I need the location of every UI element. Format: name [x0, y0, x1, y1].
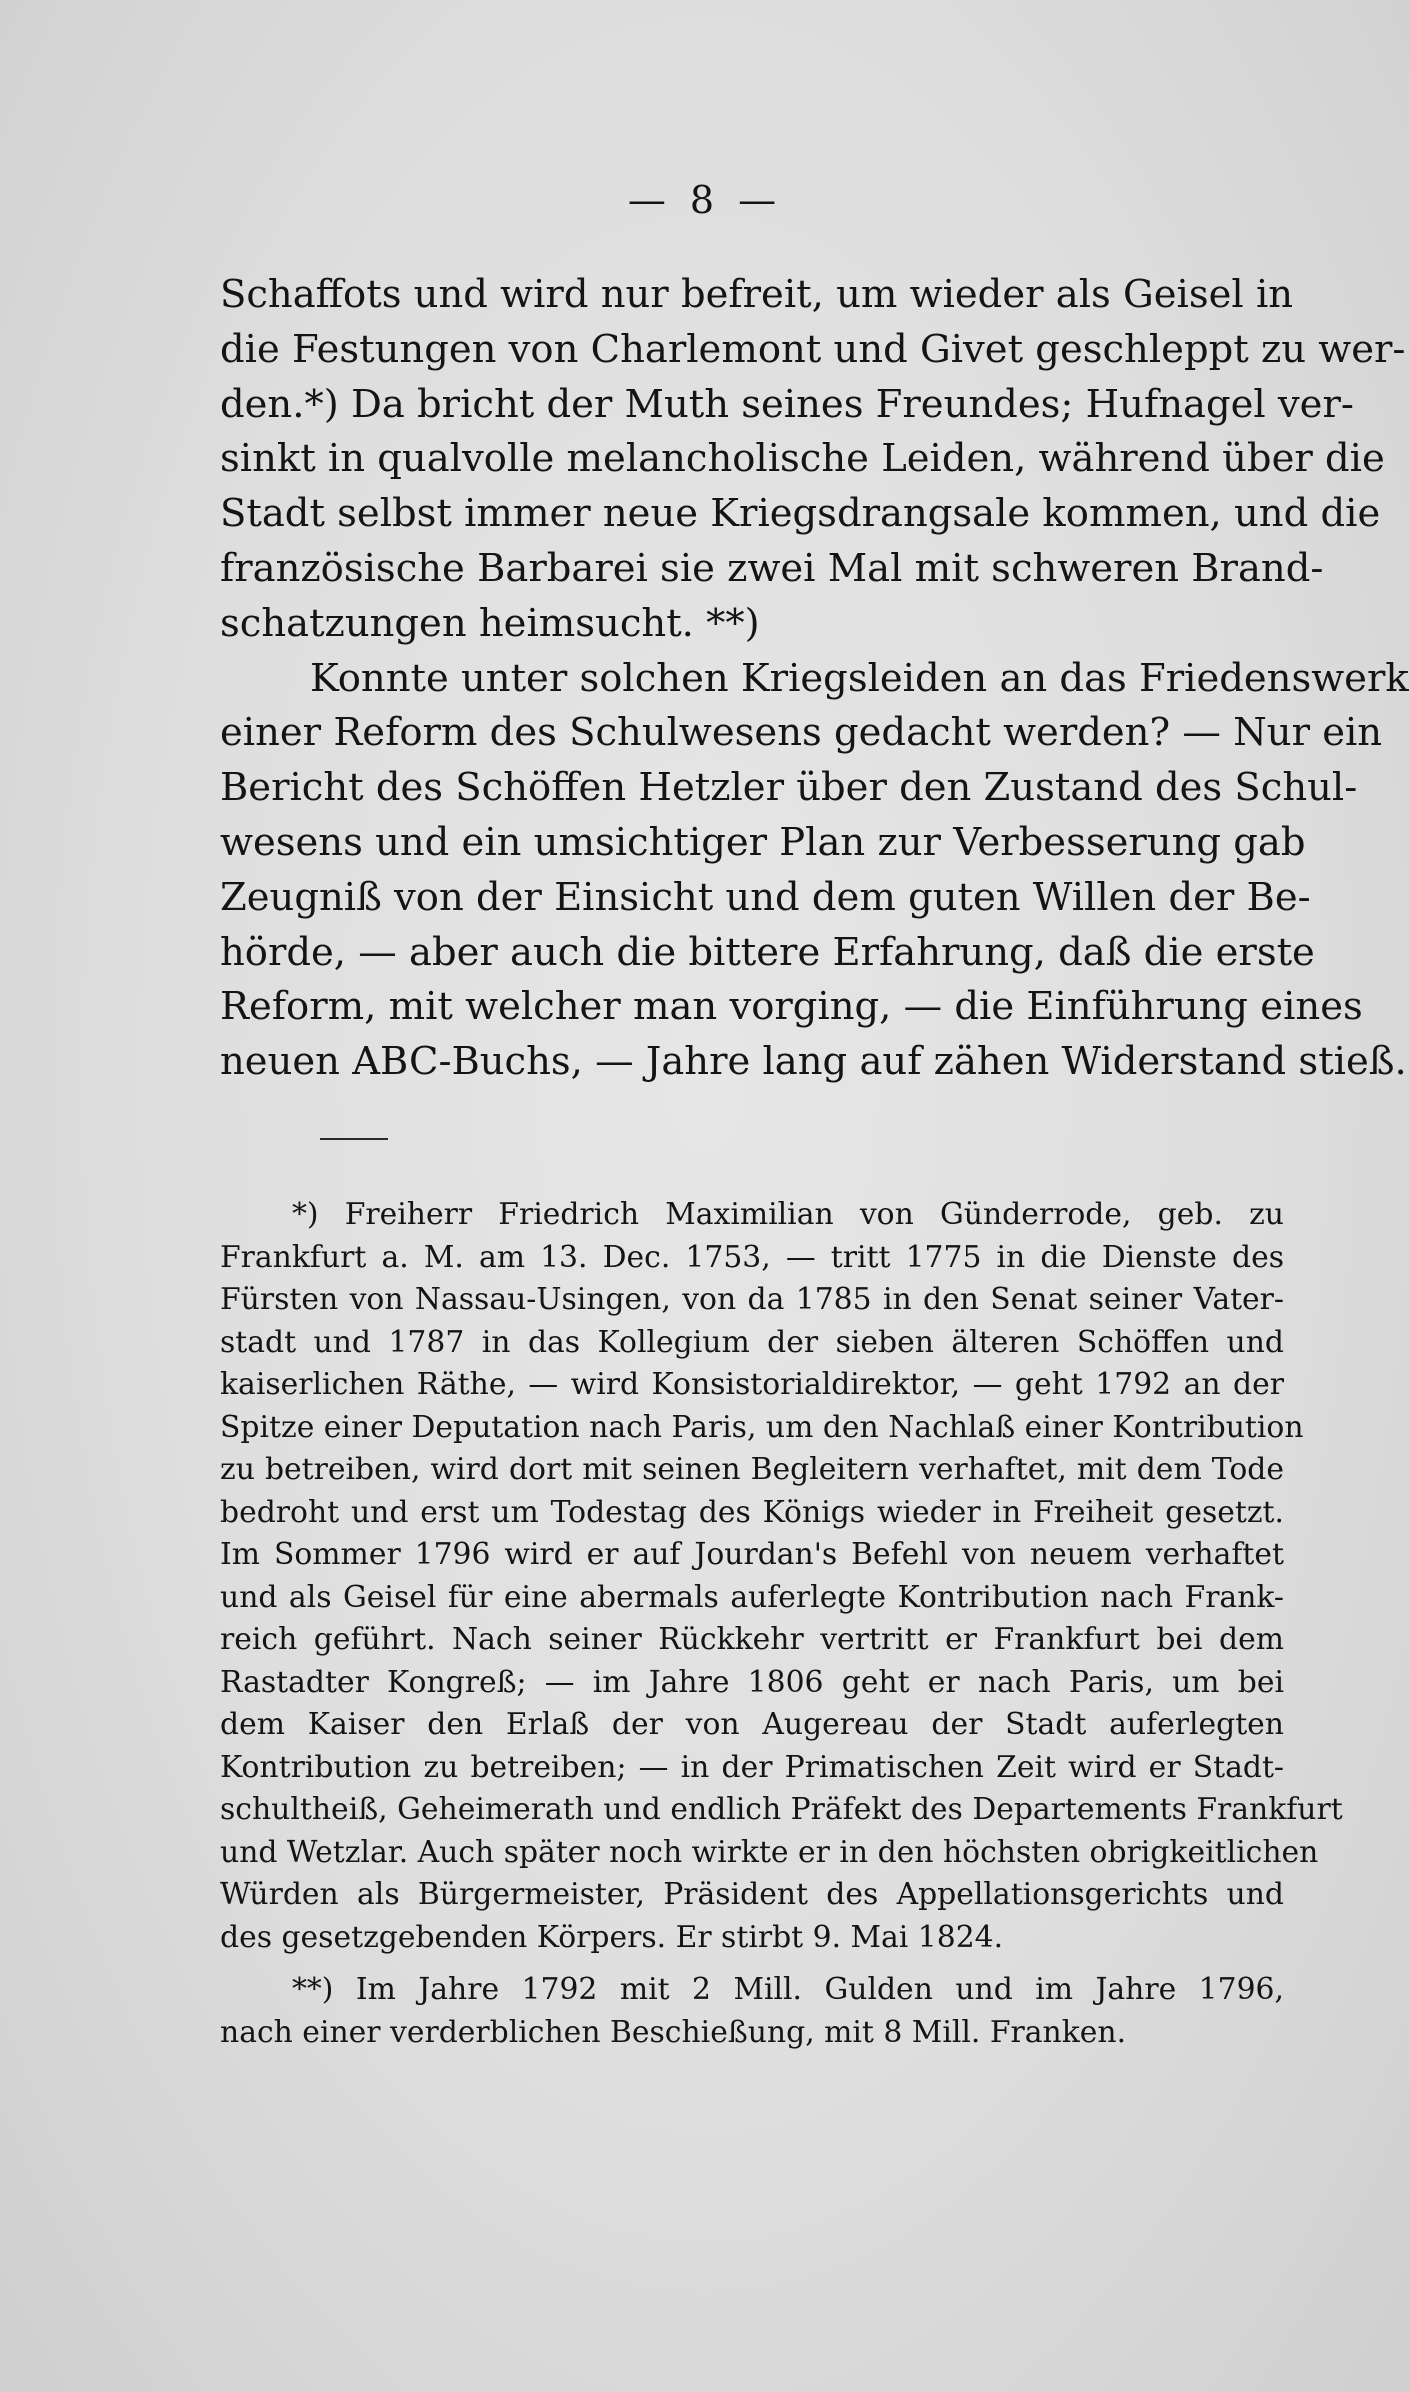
- footnote-line: *) Freiherr Friedrich Maximilian von Günderrode, geb. zu: [292, 1197, 1284, 1232]
- footnote-line: Würden als Bürgermeister, Präsident des Appellationsgerichts und: [220, 1877, 1284, 1912]
- footnote-line: kaiserlichen Räthe, — wird Konsistorialdirektor, — geht 1792 an der: [220, 1367, 1284, 1402]
- footnote-line: und Wetzlar. Auch später noch wirkte er in den höchsten obrigkeitlichen: [220, 1834, 1319, 1870]
- footnote-line: und als Geisel für eine abermals auferlegte Kontribution nach Frank-: [220, 1579, 1284, 1615]
- footnote-line: Frankfurt a. M. am 13. Dec. 1753, — tritt 1775 in die Dienste des: [220, 1239, 1284, 1275]
- footnote-line: des gesetzgebenden Körpers. Er stirbt 9. Mai 1824.: [220, 1919, 1004, 1955]
- footnote-line: **) Im Jahre 1792 mit 2 Mill. Gulden und im Jahre 1796,: [292, 1972, 1284, 2007]
- body-line: neuen ABC-Buchs, — Jahre lang auf zähen Widerstand stieß.: [220, 1039, 1407, 1085]
- footnote-line: dem Kaiser den Erlaß der von Augereau der Stadt auferlegten: [220, 1707, 1284, 1742]
- footnote-line: Spitze einer Deputation nach Paris, um den Nachlaß einer Kontribution: [220, 1409, 1304, 1445]
- footnote-divider: [320, 1138, 388, 1140]
- footnote-line: Fürsten von Nassau-Usingen, von da 1785 in den Senat seiner Vater-: [220, 1282, 1284, 1317]
- body-line: hörde, — aber auch die bittere Erfahrung, daß die erste: [220, 929, 1315, 975]
- body-line: Schaffots und wird nur befreit, um wieder als Geisel in: [220, 272, 1294, 317]
- body-line: Konnte unter solchen Kriegsleiden an das Friedenswerk: [310, 655, 1409, 701]
- footnotes: [220, 1194, 1343, 2054]
- footnote-line: stadt und 1787 in das Kollegium der sieben älteren Schöffen und: [220, 1324, 1284, 1360]
- footnote-line: schultheiß, Geheimerath und endlich Präfekt des Departements Frankfurt: [220, 1792, 1343, 1827]
- body-line: die Festungen von Charlemont und Givet geschleppt zu wer-: [220, 326, 1406, 372]
- page-number: — 8 —: [627, 178, 783, 222]
- footnote-line: bedroht und erst um Todestag des Königs wieder in Freiheit gesetzt.: [220, 1494, 1284, 1530]
- body-line: wesens und ein umsichtiger Plan zur Verbesserung gab: [220, 819, 1306, 865]
- body-line: schatzungen heimsucht. **): [220, 600, 760, 646]
- footnote-line: Kontribution zu betreiben; — in der Primatischen Zeit wird er Stadt-: [220, 1749, 1284, 1785]
- body-line: Reform, mit welcher man vorging, — die Einführung eines: [220, 984, 1363, 1030]
- body-line: französische Barbarei sie zwei Mal mit schweren Brand-: [220, 545, 1324, 591]
- footnote-line: Im Sommer 1796 wird er auf Jourdan's Befehl von neuem verhaftet: [220, 1537, 1284, 1572]
- footnote-line: reich geführt. Nach seiner Rückkehr vertritt er Frankfurt bei dem: [220, 1622, 1284, 1657]
- body-line: Bericht des Schöffen Hetzler über den Zustand des Schul-: [220, 765, 1358, 811]
- body-line: den.*) Da bricht der Muth seines Freundes; Hufnagel ver-: [220, 381, 1354, 427]
- footnote-line: nach einer verderblichen Beschießung, mit 8 Mill. Franken.: [220, 2014, 1127, 2050]
- body-line: Stadt selbst immer neue Kriegsdrangsale kommen, und die: [220, 491, 1381, 537]
- body-line: Zeugniß von der Einsicht und dem guten Willen der Be-: [220, 874, 1311, 920]
- body-line: einer Reform des Schulwesens gedacht werden? — Nur ein: [220, 710, 1383, 756]
- main-text: [220, 268, 1409, 1090]
- footnote-line: Rastadter Kongreß; — im Jahre 1806 geht er nach Paris, um bei: [220, 1664, 1284, 1700]
- body-line: sinkt in qualvolle melancholische Leiden, während über die: [220, 436, 1385, 482]
- footnote-line: zu betreiben, wird dort mit seinen Begleitern verhaftet, mit dem Tode: [220, 1452, 1284, 1487]
